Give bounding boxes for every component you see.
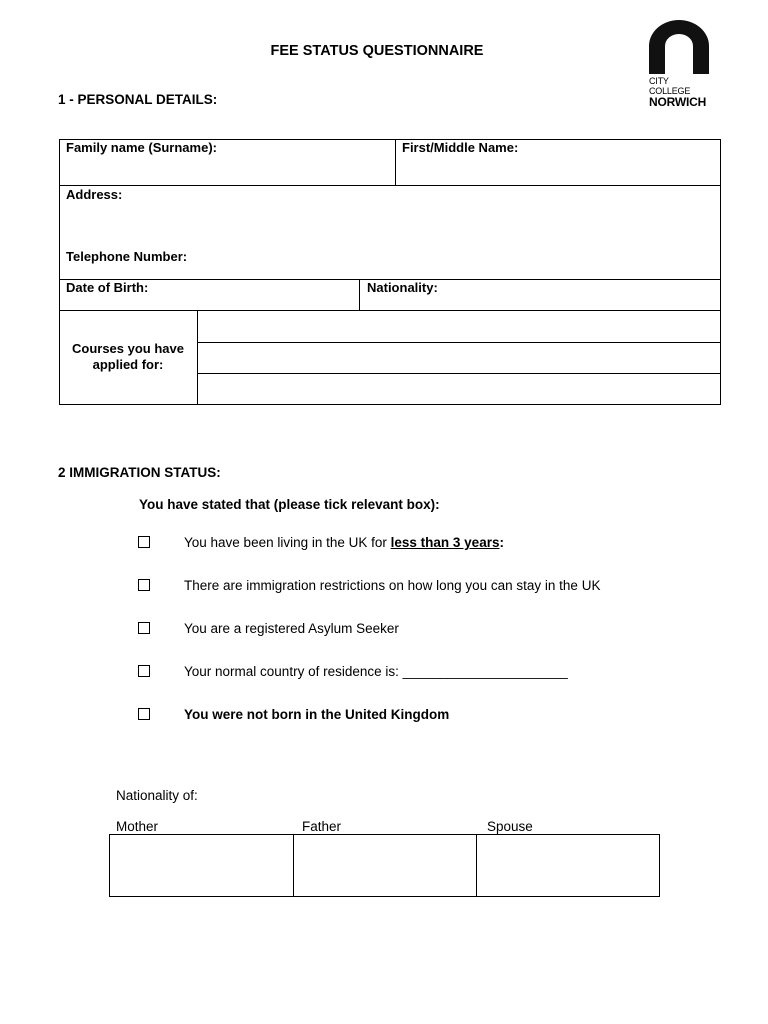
page-title: FEE STATUS QUESTIONNAIRE bbox=[270, 43, 484, 59]
option-emphasis: less than 3 years bbox=[390, 535, 500, 550]
divider bbox=[59, 185, 721, 186]
option-text: There are immigration restrictions on how long you can stay in the UK bbox=[184, 578, 601, 593]
option-country-of-residence[interactable] bbox=[138, 664, 568, 679]
column-header-mother: Mother bbox=[116, 819, 159, 834]
mother-nationality-input[interactable] bbox=[110, 835, 293, 896]
spouse-nationality-input[interactable] bbox=[477, 835, 659, 896]
divider bbox=[359, 279, 360, 311]
logo-line2: NORWICH bbox=[649, 95, 707, 109]
first-name-field[interactable]: First/Middle Name: bbox=[402, 140, 519, 155]
address-field[interactable]: Address: bbox=[66, 187, 123, 202]
checkbox-icon[interactable] bbox=[138, 622, 150, 634]
nationality-field[interactable]: Nationality: bbox=[367, 280, 438, 295]
option-text: You are a registered Asylum Seeker bbox=[184, 621, 399, 636]
telephone-field[interactable]: Telephone Number: bbox=[66, 249, 188, 264]
checkbox-icon[interactable] bbox=[138, 579, 150, 591]
option-colon: : bbox=[499, 535, 504, 550]
checkbox-icon[interactable] bbox=[138, 536, 150, 548]
college-arch-icon bbox=[649, 20, 709, 74]
option-text: You have been living in the UK for bbox=[184, 535, 391, 550]
checkbox-icon[interactable] bbox=[138, 708, 150, 720]
family-name-field[interactable]: Family name (Surname): bbox=[66, 140, 217, 155]
column-header-spouse: Spouse bbox=[487, 819, 533, 834]
checkbox-icon[interactable] bbox=[138, 665, 150, 677]
course-input-2[interactable] bbox=[198, 343, 720, 373]
option-less-than-3-years[interactable] bbox=[138, 535, 504, 550]
option-not-born-in-uk[interactable] bbox=[138, 707, 449, 722]
course-input-3[interactable] bbox=[198, 374, 720, 404]
section-heading-personal: 1 - PERSONAL DETAILS: bbox=[58, 92, 218, 107]
option-text: Your normal country of residence is: ______________________ bbox=[184, 664, 568, 679]
nationality-of-label: Nationality of: bbox=[116, 788, 198, 803]
tick-instructions: You have stated that (please tick relevant box): bbox=[139, 497, 440, 512]
section-heading-immigration: 2 IMMIGRATION STATUS: bbox=[58, 465, 221, 480]
college-logo bbox=[649, 20, 711, 108]
dob-field[interactable]: Date of Birth: bbox=[66, 280, 149, 295]
column-header-father: Father bbox=[302, 819, 342, 834]
course-input-1[interactable] bbox=[198, 311, 720, 342]
option-immigration-restrictions[interactable] bbox=[138, 578, 600, 593]
father-nationality-input[interactable] bbox=[294, 835, 476, 896]
option-asylum-seeker[interactable] bbox=[138, 621, 399, 636]
option-text: You were not born in the United Kingdom bbox=[184, 707, 450, 722]
courses-label: Courses you have applied for: bbox=[72, 341, 184, 372]
logo-line1: CITY COLLEGE bbox=[649, 76, 691, 96]
divider bbox=[395, 139, 396, 186]
